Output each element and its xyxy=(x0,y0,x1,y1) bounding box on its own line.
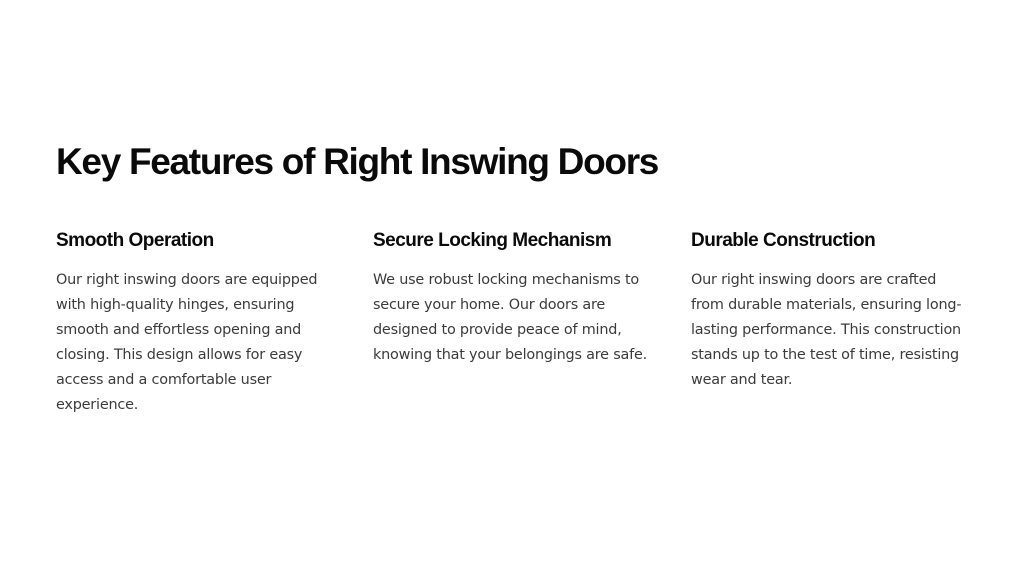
feature-description: We use robust locking mechanisms to secure your home. Our doors are designed to provide peace of mind, knowing that your belongings are safe. xyxy=(373,272,648,363)
page-title: Key Features of Right Inswing Doors xyxy=(56,141,659,182)
feature-column-secure-locking xyxy=(373,228,653,368)
feature-title: Secure Locking Mechanism xyxy=(373,230,612,251)
feature-column-durable-construction xyxy=(691,228,971,393)
feature-title: Smooth Operation xyxy=(56,230,214,251)
feature-column-smooth-operation xyxy=(56,228,336,418)
feature-title: Durable Construction xyxy=(691,230,876,251)
feature-description: Our right inswing doors are equipped with high-quality hinges, ensuring smooth and effortless opening and closing. This design allows for easy access and a comfortable user experience. xyxy=(56,272,318,413)
feature-description: Our right inswing doors are crafted from durable materials, ensuring long-lasting performance. This construction stands up to the test of time, resisting wear and tear. xyxy=(691,272,962,388)
